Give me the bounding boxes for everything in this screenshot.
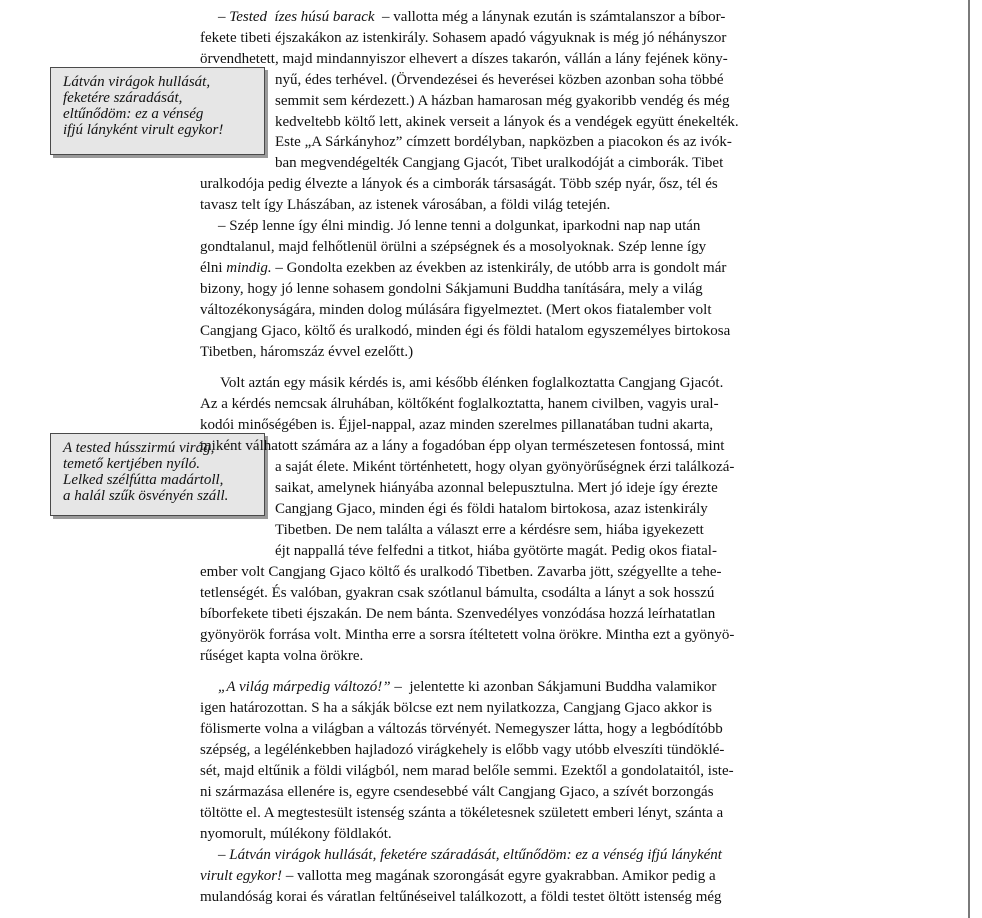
body-line: tavasz telt így Lhászában, az istenek városában, a földi világ tetején. (200, 197, 611, 213)
body-line: Volt aztán egy másik kérdés is, ami később élénken foglalkoztatta Cangjang Gjacót. (220, 375, 724, 391)
body-line: saikat, amelynek hiányába azonnal belepusztulna. Mert jó ideje így érezte (275, 480, 718, 496)
body-line: fekete tibeti éjszakákon az istenkirály. Sohasem apadó vágyuknak is még jó néhányszor (200, 30, 727, 46)
body-line: változékonyságára, minden dolog múlására figyelmeztet. (Mert okos fiatalember volt (200, 302, 712, 318)
pull-quote-line: temető kertjében nyíló. (63, 456, 201, 472)
pull-quote-line: feketére száradását, (63, 90, 183, 106)
body-line: virult egykor! – vallotta meg magának szorongását egyre gyakrabban. Amikor pedig a (200, 868, 716, 884)
body-line: semmit sem kérdezett.) A házban hamarosan még gyakoribb vendég és még (275, 93, 730, 109)
pull-quote-line: Lelked szélfútta madártoll, (63, 472, 224, 488)
body-line: örvendhetett, majd mindannyiszor elhevert a díszes takarón, vállán a lány fejének köny- (200, 51, 728, 67)
body-line: éjt nappallá téve felfedni a titkot, hiába gyötörte magát. Pedig okos fiatal- (275, 543, 717, 559)
body-line: gyönyörök forrása volt. Mintha erre a sorsra ítéltetett volna örökre. Mintha ezt a gyönyö- (200, 627, 735, 643)
body-line: sét, majd eltűnik a földi világból, nem marad belőle semmi. Ezektől a gondolataitól, iste- (200, 763, 734, 779)
body-line: rűséget kapta volna örökre. (200, 648, 364, 664)
page-edge (968, 0, 970, 918)
body-line: – Tested ízes húsú barack – vallotta még a lánynak ezután is számtalanszor a bíbor- (218, 9, 726, 25)
body-line: Tibetben. De nem találta a választ erre a kérdésre sem, hiába igyekezett (275, 522, 704, 538)
body-line: élni mindig. – Gondolta ezekben az években az istenkirály, de utóbb arra is gondolt már (200, 260, 727, 276)
body-line: – Szép lenne így élni mindig. Jó lenne tenni a dolgunkat, iparkodni nap nap után (218, 218, 701, 234)
body-line: uralkodója pedig élvezte a lányok és a cimborák társaságát. Több szép nyár, ősz, tél és (200, 176, 718, 192)
body-line: – Látván virágok hullását, feketére száradását, eltűnődöm: ez a vénség ifjú lányként (218, 847, 722, 863)
body-line: miként válhatott számára az a lány a fogadóban épp olyan természetesen fontossá, mint (200, 438, 725, 454)
body-line: igen határozottan. S ha a sákják bölcse ezt nem nyilatkozza, Cangjang Gjaco akkor is (200, 700, 712, 716)
body-line: mulandóság korai és váratlan feltűnéseivel találkozott, a földi testet öltött istenség még (200, 889, 722, 905)
body-line: „A világ márpedig változó!” – jelentette ki azonban Sákjamuni Buddha valamikor (218, 679, 717, 695)
body-line: Tibetben, háromszáz évvel ezelőtt.) (200, 344, 414, 360)
body-line: kodói minőségében is. Éjjel-nappal, azaz minden szerelmes pillanatában tudni akarta, (200, 417, 714, 433)
body-line: nyomorult, múlékony földlakót. (200, 826, 392, 842)
body-line: szépség, a legélénkebben hajladozó virágkehely is előbb vagy utóbb elveszíti tündöklé- (200, 742, 725, 758)
body-line: tetlenségét. És valóban, gyakran csak szótlanul bámulta, csodálta a lányt a sok hosszú (200, 585, 715, 601)
body-line: bíborfekete tibeti éjszakán. De nem bánta. Szenvedélyes vonzódása hozzá leírhatatlan (200, 606, 716, 622)
body-line: fölismerte volna a világban a változás törvényét. Nemegyszer látta, hogy a legbódítóbb (200, 721, 723, 737)
body-line: Az a kérdés nemcsak álruhában, költőként foglalkoztatta, hanem civilben, vagyis ural- (200, 396, 719, 412)
body-line: ban megvendégelték Cangjang Gjacót, Tibet uralkodóját a cimborák. Tibet (275, 155, 724, 171)
body-line: a saját élete. Miként történhetett, hogy olyan gyönyörűségnek érzi találkozá- (275, 459, 735, 475)
pull-quote-line: a halál szűk ösvényén száll. (63, 488, 229, 504)
body-line: ni származása ellenére is, egyre csendesebbé vált Cangjang Gjaco, a szívét borzongás (200, 784, 714, 800)
body-line: bizony, hogy jó lenne sohasem gondolni Sákjamuni Buddha tanítására, mely a világ (200, 281, 703, 297)
pull-quote-line: Látván virágok hullását, (63, 74, 211, 90)
body-line: ember volt Cangjang Gjaco költő és uralkodó Tibetben. Zavarba jött, szégyellte a tehe- (200, 564, 722, 580)
body-line: Cangjang Gjaco, minden égi és földi hatalom birtokosa, azaz istenkirály (275, 501, 708, 517)
body-line: gondtalanul, majd felhőtlenül örülni a szépségnek és a mosolyoknak. Szép lenne így (200, 239, 707, 255)
body-line: töltötte el. A megtestesült istenség szánta a tökéletesnek született emberi lényt, szánta a (200, 805, 724, 821)
pull-quote-line: eltűnődöm: ez a vénség (63, 106, 204, 122)
pull-quote-box (50, 67, 265, 155)
body-line: Cangjang Gjaco, költő és uralkodó, minden égi és földi hatalom egyszemélyes birtokosa (200, 323, 731, 339)
body-line: nyű, édes terhével. (Örvendezései és heverései közben azonban soha többé (275, 72, 724, 88)
body-line: Este „A Sárkányhoz” címzett bordélyban, napközben a piacokon és az ivók- (275, 134, 732, 150)
body-line: kedveltebb költő lett, akinek verseit a lányok és a vendégek együtt énekelték. (275, 114, 739, 130)
pull-quote-line: ifjú lányként virult egykor! (63, 122, 224, 138)
pull-quote-line: A tested hússzirmú virág, (63, 440, 215, 456)
